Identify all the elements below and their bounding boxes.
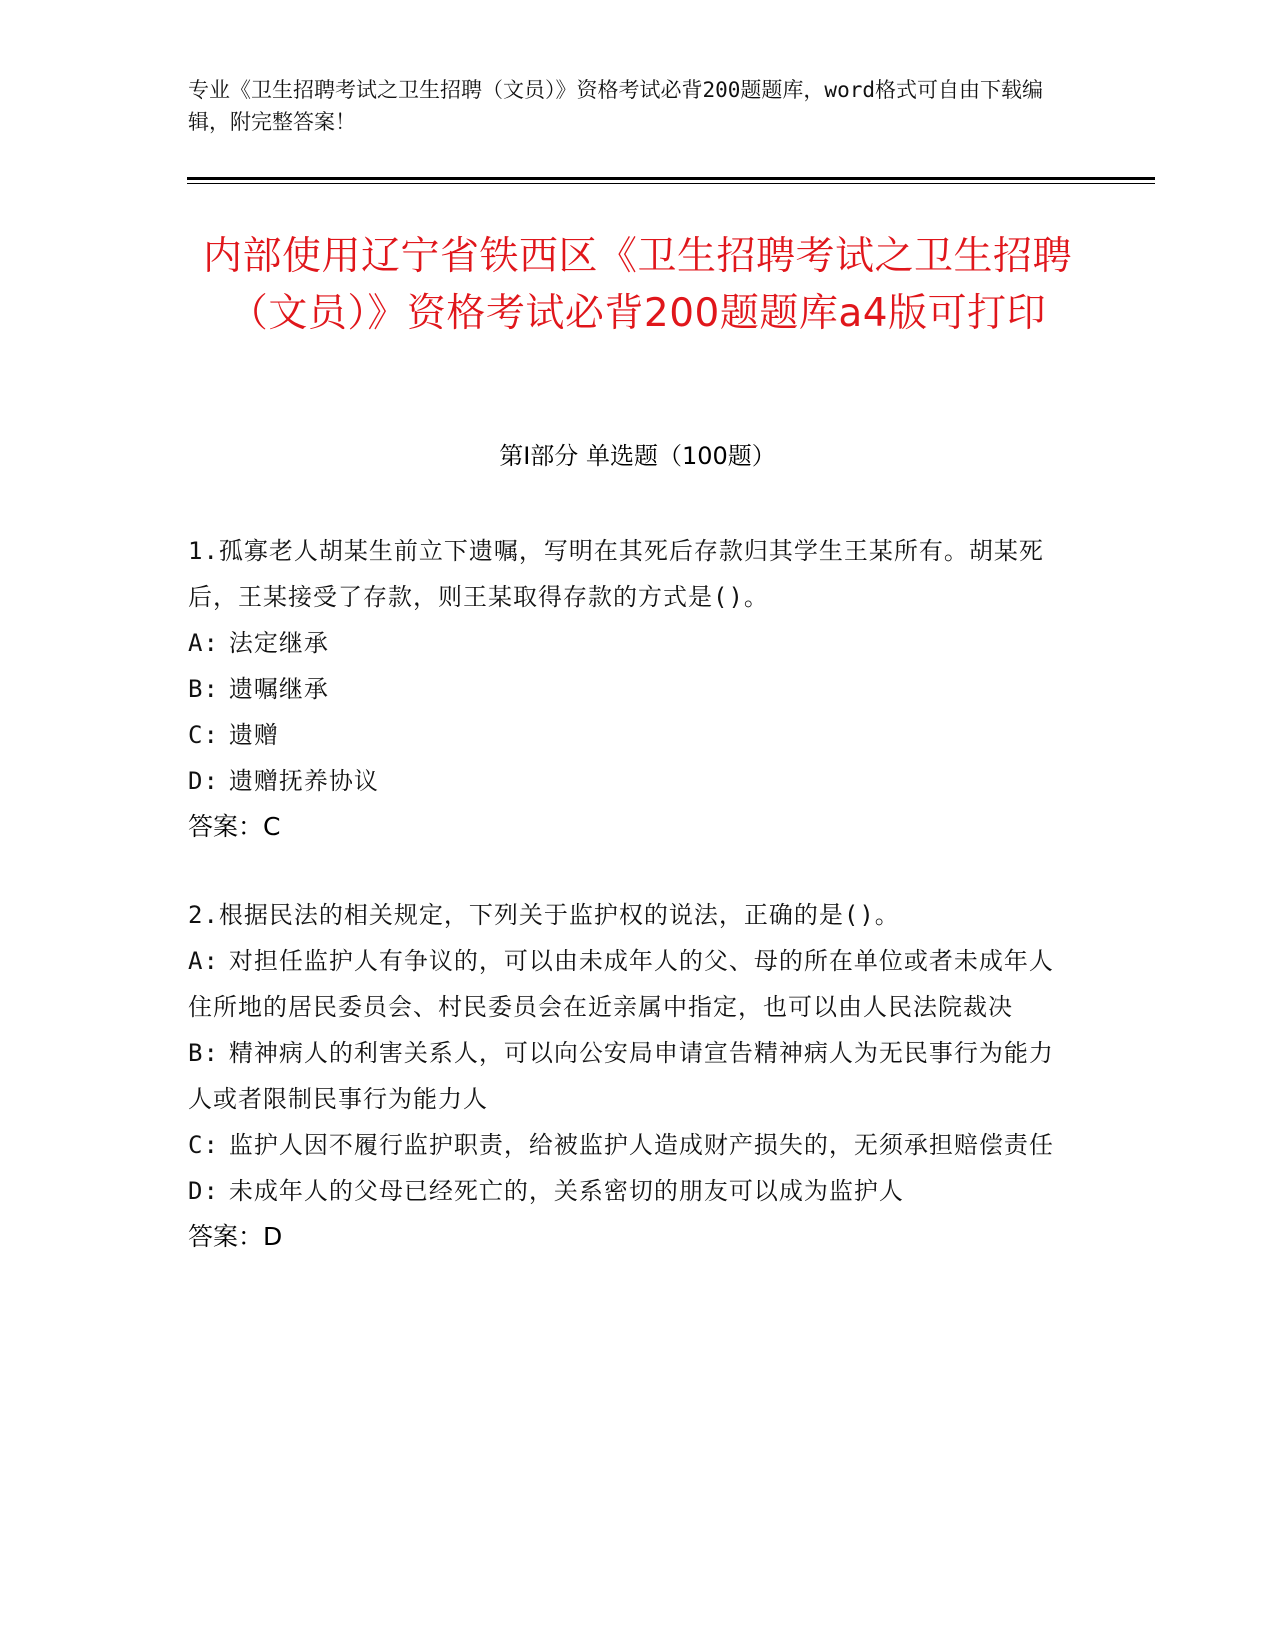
question-1 [188,528,1068,850]
section-heading: 第Ⅰ部分 单选题（100题） [499,442,776,470]
option-b [188,1030,1068,1122]
answer-line: 答案：C [188,812,281,841]
option-label: A: [188,947,219,975]
answer-line: 答案：D [188,1222,283,1251]
option-text: 遗赠抚养协议 [228,767,379,795]
option-label: D: [188,767,219,795]
header-note: 专业《卫生招聘考试之卫生招聘（文员）》资格考试必背200题题库，word格式可自由下载编辑，附完整答案！ [188,78,1043,134]
option-b [188,666,1068,712]
option-label: B: [188,675,219,703]
option-text: 遗嘱继承 [228,675,329,703]
question-2 [188,892,1068,1260]
option-label: C: [188,721,219,749]
option-label: C: [188,1131,219,1159]
option-text: 遗赠 [228,721,279,749]
header-divider-thin [187,183,1155,184]
option-text: 精神病人的利害关系人，可以向公安局申请宣告精神病人为无民事行为能力人或者限制民事行为能力人 [188,1039,1054,1113]
option-c [188,1122,1068,1168]
option-label: A: [188,629,219,657]
document-title: 内部使用辽宁省铁西区《卫生招聘考试之卫生招聘（文员）》资格考试必背200题题库a4版可打印 [202,234,1072,336]
question-stem: 1.孤寡老人胡某生前立下遗嘱，写明在其死后存款归其学生王某所有。胡某死后，王某接受了存款，则王某取得存款的方式是()。 [188,537,1044,611]
option-c [188,712,1068,758]
option-a [188,620,1068,666]
option-text: 未成年人的父母已经死亡的，关系密切的朋友可以成为监护人 [228,1177,904,1205]
question-stem: 2.根据民法的相关规定，下列关于监护权的说法，正确的是()。 [188,901,900,929]
option-text: 监护人因不履行监护职责，给被监护人造成财产损失的，无须承担赔偿责任 [228,1131,1054,1159]
option-d [188,758,1068,804]
option-text: 对担任监护人有争议的，可以由未成年人的父、母的所在单位或者未成年人住所地的居民委员会、村民委员会在近亲属中指定，也可以由人民法院裁决 [188,947,1054,1021]
header-divider-thick [187,177,1155,180]
option-d [188,1168,1068,1214]
option-label: B: [188,1039,219,1067]
option-a [188,938,1068,1030]
option-label: D: [188,1177,219,1205]
option-text: 法定继承 [228,629,329,657]
